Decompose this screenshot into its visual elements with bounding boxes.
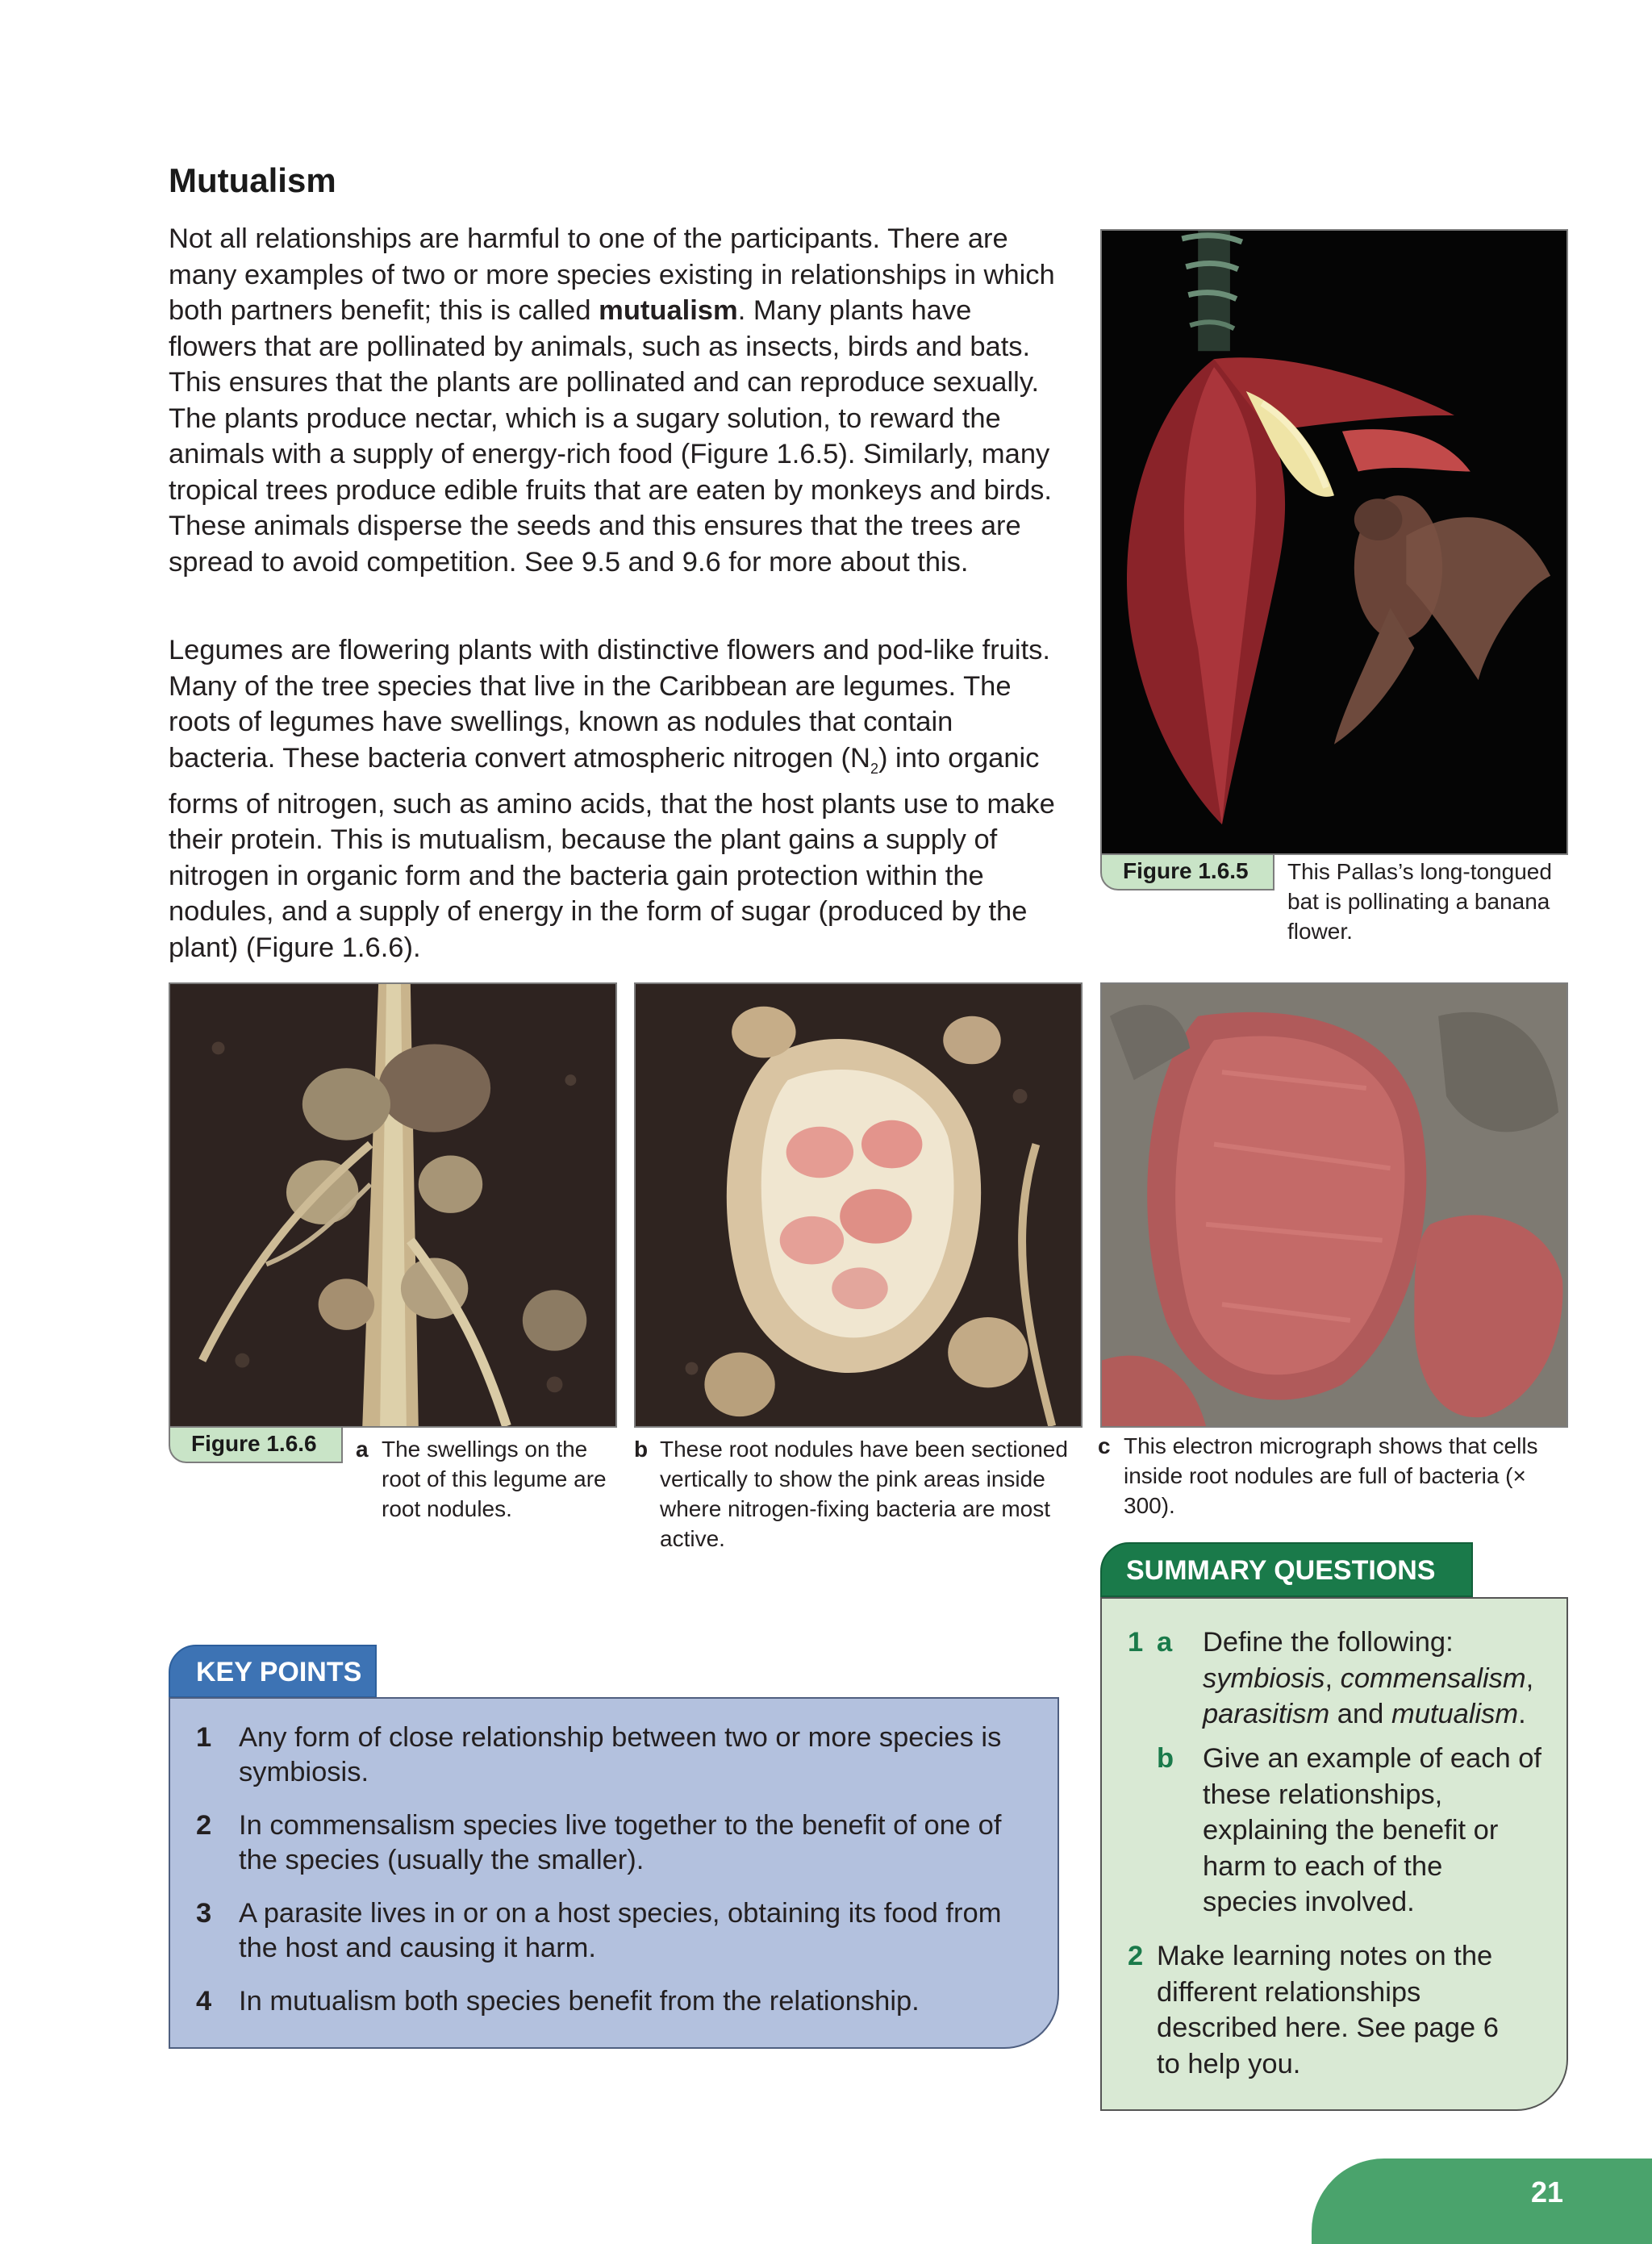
section-heading: Mutualism [169, 161, 336, 199]
question-1a-text: Define the following: symbiosis, commensalism, parasitism and mutualism. [1203, 1627, 1534, 1729]
root-nodules-photo [169, 982, 617, 1428]
page-number-tab [1312, 2158, 1652, 2244]
question-2-text: Make learning notes on the different relationships described here. See page 6 to help you. [1157, 1941, 1499, 2079]
figure-1-6-6a-caption: a The swellings on the root of this legume are root nodules. [356, 1437, 607, 1521]
figure-1-6-6c-caption: c This electron micrograph shows that cells inside root nodules are full of bacteria (× 300). [1098, 1433, 1538, 1518]
summary-questions-title: SUMMARY QUESTIONS [1100, 1542, 1473, 1597]
body-paragraph-2: Legumes are flowering plants with distinctive flowers and pod-like fruits. Many of the tree species that live in the Caribbean are legumes. The roots of legumes have swellings, known as nodules that contain bacteria. These bacteria convert atmospheric nitrogen $(N_2)$ into organic forms of nitrogen, such as amino acids, that the host plants use to make their protein. This is mutualism, because the plant gains a supply of nitrogen in organic form and the bacteria gain protection within the nodules, and a supply of energy in the form of sugar (produced by the plant) (Figure 1.6.6). [169, 635, 1055, 963]
electron-micrograph-photo [1100, 982, 1568, 1428]
figure-1-6-5-label: Figure 1.6.5 [1100, 855, 1274, 891]
question-1a-letter: a [1157, 1627, 1173, 1658]
figure-1-6-5-caption: This Pallas’s long-tongued bat is pollinating a banana flower. [1287, 859, 1552, 944]
body-paragraph-1: Not all relationships are harmful to one of the participants. There are many examples of two or more species existing in relationships in which both partners benefit; this is called mutualism. Many plants have flowers that are pollinated by animals, such as insects, birds and bats. This ensures that the plants are pollinated and can reproduce sexually. The plants produce nectar, which is a sugary solution, to reward the animals with a supply of energy-rich food (Figure 1.6.5). Similarly, many tropical trees produce edible fruits that are eaten by monkeys and birds. These animals disperse the seeds and this ensures that the trees are spread to avoid competition. See 9.5 and 9.6 for more about this. [169, 223, 1055, 578]
question-1-number: 1 [1128, 1627, 1144, 1658]
question-1b-text: Give an example of each of these relationships, explaining the benefit or harm to each of the species involved. [1203, 1743, 1541, 1917]
question-1b-letter: b [1157, 1743, 1174, 1774]
figure-1-6-6b-caption: b These root nodules have been sectioned vertically to show the pink areas inside where nitrogen-fixing bacteria are most active. [634, 1437, 1068, 1551]
key-points-title: KEY POINTS [169, 1645, 377, 1698]
question-2-number: 2 [1128, 1941, 1144, 1971]
figure-1-6-6-label: Figure 1.6.6 [169, 1428, 343, 1463]
bat-pollinating-photo [1100, 229, 1568, 855]
key-point-item: 1 Any form of close relationship between two or more species is symbiosis. [196, 1722, 1002, 1787]
key-point-item: 2 In commensalism species live together to the benefit of one of the species (usually the smaller). [196, 1810, 1002, 1875]
key-point-item: 3 A parasite lives in or on a host species, obtaining its food from the host and causing it harm. [196, 1898, 1002, 1963]
page-number: 21 [1531, 2175, 1564, 2209]
sectioned-nodule-photo [634, 982, 1083, 1428]
key-point-item: 4 In mutualism both species benefit from the relationship. [196, 1986, 920, 2017]
